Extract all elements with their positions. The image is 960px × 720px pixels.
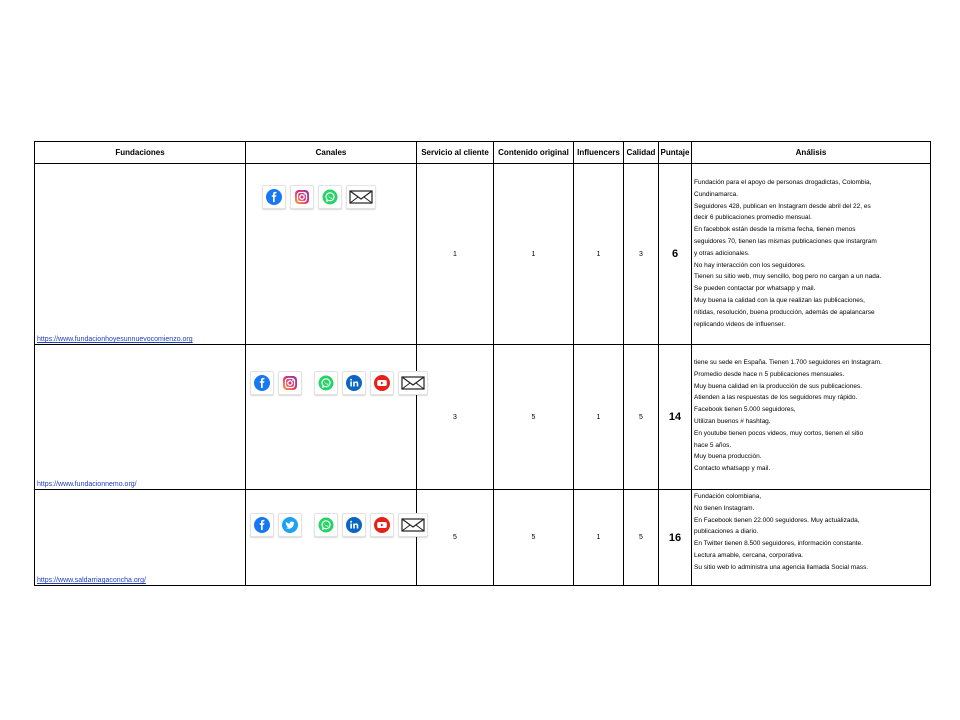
foundation-link[interactable]: https://www.fundacionhoyesunnuevocomienzo.org bbox=[37, 336, 193, 343]
header-servicio: Servicio al cliente bbox=[417, 142, 494, 164]
puntaje-cell: 6 bbox=[659, 164, 692, 345]
twitter-icon bbox=[278, 513, 302, 537]
whatsapp-icon bbox=[314, 513, 338, 537]
linkedin-icon bbox=[342, 513, 366, 537]
header-puntaje: Puntaje bbox=[659, 142, 692, 164]
analysis-line: Muy buena producción. bbox=[694, 453, 762, 461]
calidad-cell: 3 bbox=[624, 164, 659, 345]
analysis-line: tiene su sede en España. Tienen 1.700 seguidores en Instagram. bbox=[694, 359, 882, 366]
analysis-line: Tienen su sitio web, muy sencillo, bog pero no cargan a un nada. bbox=[694, 273, 882, 281]
channel-icons bbox=[262, 185, 376, 209]
instagram-icon bbox=[278, 371, 302, 395]
header-fundaciones: Fundaciones bbox=[35, 142, 246, 164]
analysis-line: Lectura amable, cercana, corporativa. bbox=[694, 551, 804, 559]
analysis-line: Facebook tienen 5.000 seguidores, bbox=[694, 406, 796, 414]
youtube-icon bbox=[370, 371, 394, 395]
header-canales: Canales bbox=[246, 142, 417, 164]
mail-icon bbox=[398, 513, 428, 537]
analysis-line: replicando videos de influenser. bbox=[694, 320, 786, 328]
table-row bbox=[35, 490, 931, 586]
analysis-line: decir 6 publicaciones promedio mensual. bbox=[694, 214, 812, 222]
analysis-line: seguidores 70, tienen las mismas publicaciones que instargram bbox=[694, 237, 877, 245]
whatsapp-icon bbox=[318, 185, 342, 209]
analysis-line: En Facebook tienen 22.000 seguidores. Muy actualizada, bbox=[694, 516, 860, 524]
channels-cell bbox=[246, 345, 417, 490]
analysis-line: No hay interacción con los seguidores. bbox=[694, 261, 806, 269]
influencers-cell: 1 bbox=[574, 345, 624, 490]
analysis-cell bbox=[692, 164, 931, 345]
whatsapp-icon bbox=[314, 371, 338, 395]
servicio-cell: 1 bbox=[417, 164, 494, 345]
foundations-table bbox=[34, 141, 931, 586]
facebook-icon bbox=[262, 185, 286, 209]
analysis-line: En facebbok están desde la misma fecha, tienen menos bbox=[694, 226, 856, 234]
analysis-line: Muy buena calidad en la producción de sus publicaciones. bbox=[694, 382, 863, 390]
puntaje-cell: 16 bbox=[659, 490, 692, 586]
channel-icons bbox=[250, 513, 428, 537]
analysis-line: Muy buena la calidad con la que realizan las publicaciones, bbox=[694, 296, 865, 304]
linkedin-icon bbox=[342, 371, 366, 395]
influencers-cell: 1 bbox=[574, 164, 624, 345]
contenido-cell: 5 bbox=[494, 345, 574, 490]
analysis-cell bbox=[692, 345, 931, 490]
contenido-cell: 1 bbox=[494, 164, 574, 345]
analysis-line: Seguidores 428, publican en Instagram desde abril del 22, es bbox=[694, 202, 871, 210]
analysis-line: Contacto whatsapp y mail. bbox=[694, 465, 771, 473]
channels-cell bbox=[246, 164, 417, 345]
calidad-cell: 5 bbox=[624, 490, 659, 586]
analysis-cell bbox=[692, 490, 931, 586]
analysis-line: Cundinamarca. bbox=[694, 190, 739, 198]
foundation-url-cell bbox=[35, 490, 246, 586]
foundation-link[interactable]: https://www.fundacionnemo.org/ bbox=[37, 481, 137, 488]
analysis-line: Atienden a las respuestas de los seguidores muy rápido. bbox=[694, 394, 858, 402]
foundation-url-cell bbox=[35, 345, 246, 490]
header-calidad: Calidad bbox=[624, 142, 659, 164]
table-row bbox=[35, 345, 931, 490]
instagram-icon bbox=[290, 185, 314, 209]
analysis-line: Su sitio web lo administra una agencia llamada Social mass. bbox=[694, 563, 869, 571]
analysis-line: Utilizan buenos # hashtag. bbox=[694, 417, 771, 425]
channel-icons bbox=[250, 371, 428, 395]
mail-icon bbox=[398, 371, 428, 395]
facebook-icon bbox=[250, 371, 274, 395]
analysis-line: Fundación colombiana, bbox=[694, 493, 762, 500]
analysis-line: Fundación para el apoyo de personas drogadictas, Colombia, bbox=[694, 179, 872, 186]
foundation-url-cell bbox=[35, 164, 246, 345]
analysis-line: Promedio desde hace n 5 publicaciones mensuales. bbox=[694, 370, 845, 378]
analysis-line: Se pueden contactar por whatsapp y mail. bbox=[694, 285, 816, 293]
analysis-line: nítidas, resolución, buena producción, además de apalancarse bbox=[694, 308, 875, 316]
analysis-line: publicaciones a diario. bbox=[694, 528, 759, 536]
analysis-line: y otras adicionales. bbox=[694, 249, 750, 257]
calidad-cell: 5 bbox=[624, 345, 659, 490]
facebook-icon bbox=[250, 513, 274, 537]
analysis-line: No tienen Instagram. bbox=[694, 504, 755, 512]
header-analisis: Análisis bbox=[692, 142, 931, 164]
header-row bbox=[35, 142, 931, 164]
analysis-line: En youtube tienen pocos videos, muy cortos, tienen el sitio bbox=[694, 429, 864, 437]
foundation-link[interactable]: https://www.saldarriagaconcha.org/ bbox=[37, 577, 146, 584]
header-influencers: Influencers bbox=[574, 142, 624, 164]
puntaje-cell: 14 bbox=[659, 345, 692, 490]
servicio-cell: 5 bbox=[417, 490, 494, 586]
channels-cell bbox=[246, 490, 417, 586]
contenido-cell: 5 bbox=[494, 490, 574, 586]
table-row bbox=[35, 164, 931, 345]
header-contenido: Contenido original bbox=[494, 142, 574, 164]
mail-icon bbox=[346, 185, 376, 209]
youtube-icon bbox=[370, 513, 394, 537]
analysis-line: hace 5 años. bbox=[694, 441, 732, 449]
influencers-cell: 1 bbox=[574, 490, 624, 586]
analysis-line: En Twitter tienen 8.500 seguidores, información constante. bbox=[694, 540, 863, 548]
servicio-cell: 3 bbox=[417, 345, 494, 490]
